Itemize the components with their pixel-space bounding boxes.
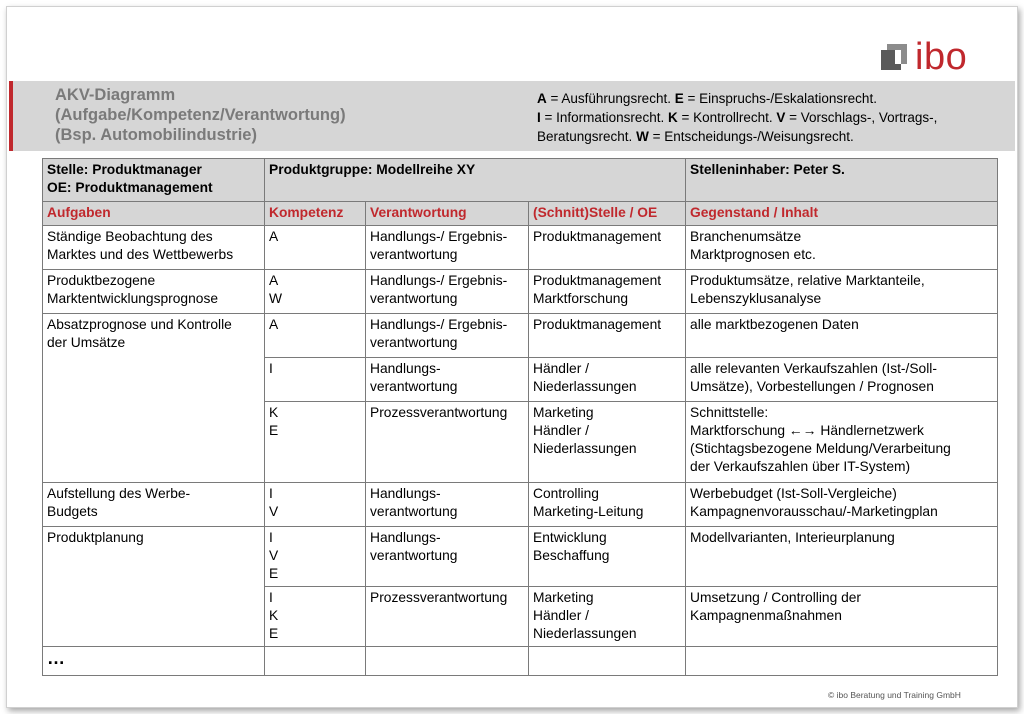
header-stelle: Stelle: Produktmanager bbox=[47, 162, 202, 177]
cell-stelle: Marketing Händler / Niederlassungen bbox=[529, 587, 686, 647]
cell-stelle: Produktmanagement bbox=[529, 226, 686, 270]
cell-kompetenz: A W bbox=[265, 270, 366, 314]
col-verantwortung: Verantwortung bbox=[366, 202, 529, 226]
cell-stelle: Produktmanagement Marktforschung bbox=[529, 270, 686, 314]
cell-empty bbox=[686, 647, 998, 676]
cell-stelle: Entwicklung Beschaffung bbox=[529, 527, 686, 587]
cell-inhalt: Produktumsätze, relative Marktanteile, Lebenszyklusanalyse bbox=[686, 270, 998, 314]
header-produktgruppe: Produktgruppe: Modellreihe XY bbox=[265, 159, 686, 202]
cell-inhalt: Werbebudget (Ist-Soll-Vergleiche) Kampagnenvorausschau/-Marketingplan bbox=[686, 483, 998, 527]
col-aufgaben: Aufgaben bbox=[43, 202, 265, 226]
cell-stelle: Marketing Händler / Niederlassungen bbox=[529, 402, 686, 483]
cell-empty bbox=[366, 647, 529, 676]
table-row bbox=[43, 314, 998, 358]
cell-inhalt: Modellvarianten, Interieurplanung bbox=[686, 527, 998, 587]
cell-aufgabe-ellipsis: … bbox=[43, 647, 265, 676]
table-row bbox=[43, 226, 998, 270]
cell-aufgabe: Ständige Beobachtung des Marktes und des Wettbewerbs bbox=[43, 226, 265, 270]
cell-inhalt: Schnittstelle: Marktforschung ←→ Händlernetzwerk (Stichtagsbezogene Meldung/Verarbeitung der Verkaufszahlen über IT-System) bbox=[686, 402, 998, 483]
cell-verantwortung: Prozessverantwortung bbox=[366, 587, 529, 647]
table-row bbox=[43, 270, 998, 314]
col-gegenstand: Gegenstand / Inhalt bbox=[686, 202, 998, 226]
header-stelleninhaber: Stelleninhaber: Peter S. bbox=[686, 159, 998, 202]
cell-aufgabe: Produktplanung bbox=[43, 527, 265, 647]
cell-kompetenz: I bbox=[265, 358, 366, 402]
table-header-row bbox=[43, 159, 998, 202]
cell-kompetenz: I V bbox=[265, 483, 366, 527]
cell-stelle: Produktmanagement bbox=[529, 314, 686, 358]
cell-inhalt: alle marktbezogenen Daten bbox=[686, 314, 998, 358]
cell-aufgabe: Produktbezogene Marktentwicklungsprognose bbox=[43, 270, 265, 314]
legend bbox=[537, 89, 1007, 146]
akv-table bbox=[42, 158, 998, 676]
cell-kompetenz: K E bbox=[265, 402, 366, 483]
cell-verantwortung: Handlungs-/ Ergebnis- verantwortung bbox=[366, 226, 529, 270]
cell-stelle: Controlling Marketing-Leitung bbox=[529, 483, 686, 527]
legend-line-1: A = Ausführungsrecht. E = Einspruchs-/Eskalationsrecht. bbox=[537, 91, 877, 106]
page-title bbox=[55, 85, 525, 145]
title-line-3: (Bsp. Automobilindustrie) bbox=[55, 126, 257, 144]
cell-empty bbox=[265, 647, 366, 676]
legend-line-2: I = Informationsrecht. K = Kontrollrecht. V = Vorschlags-, Vortrags-, bbox=[537, 110, 938, 125]
ibo-logo bbox=[881, 35, 967, 79]
col-kompetenz: Kompetenz bbox=[265, 202, 366, 226]
table-row bbox=[43, 647, 998, 676]
title-line-1: AKV-Diagramm bbox=[55, 86, 176, 104]
cell-verantwortung: Handlungs- verantwortung bbox=[366, 358, 529, 402]
col-schnittstelle: (Schnitt)Stelle / OE bbox=[529, 202, 686, 226]
logo-squares-icon bbox=[881, 44, 907, 70]
cell-verantwortung: Handlungs-/ Ergebnis- verantwortung bbox=[366, 270, 529, 314]
title-line-2: (Aufgabe/Kompetenz/Verantwortung) bbox=[55, 106, 346, 124]
cell-empty bbox=[529, 647, 686, 676]
cell-kompetenz: A bbox=[265, 226, 366, 270]
logo-text: ibo bbox=[915, 36, 968, 78]
footer-copyright: © ibo Beratung und Training GmbH bbox=[828, 690, 961, 700]
cell-inhalt: alle relevanten Verkaufszahlen (Ist-/Soll- Umsätze), Vorbestellungen / Prognosen bbox=[686, 358, 998, 402]
cell-stelle: Händler / Niederlassungen bbox=[529, 358, 686, 402]
column-header-row bbox=[43, 202, 998, 226]
cell-aufgabe: Aufstellung des Werbe- Budgets bbox=[43, 483, 265, 527]
header-accent-bar bbox=[9, 81, 13, 151]
cell-aufgabe: Absatzprognose und Kontrolle der Umsätze bbox=[43, 314, 265, 483]
cell-verantwortung: Handlungs- verantwortung bbox=[366, 527, 529, 587]
header-oe: OE: Produktmanagement bbox=[47, 180, 213, 195]
header-stelle-cell bbox=[43, 159, 265, 202]
cell-kompetenz: A bbox=[265, 314, 366, 358]
cell-inhalt: Umsetzung / Controlling der Kampagnenmaßnahmen bbox=[686, 587, 998, 647]
table-row bbox=[43, 527, 998, 587]
cell-kompetenz: I V E bbox=[265, 527, 366, 587]
cell-kompetenz: I K E bbox=[265, 587, 366, 647]
cell-verantwortung: Prozessverantwortung bbox=[366, 402, 529, 483]
table-row bbox=[43, 483, 998, 527]
cell-inhalt: Branchenumsätze Marktprognosen etc. bbox=[686, 226, 998, 270]
legend-line-3: Beratungsrecht. W = Entscheidungs-/Weisungsrecht. bbox=[537, 129, 854, 144]
cell-verantwortung: Handlungs-/ Ergebnis- verantwortung bbox=[366, 314, 529, 358]
cell-verantwortung: Handlungs- verantwortung bbox=[366, 483, 529, 527]
